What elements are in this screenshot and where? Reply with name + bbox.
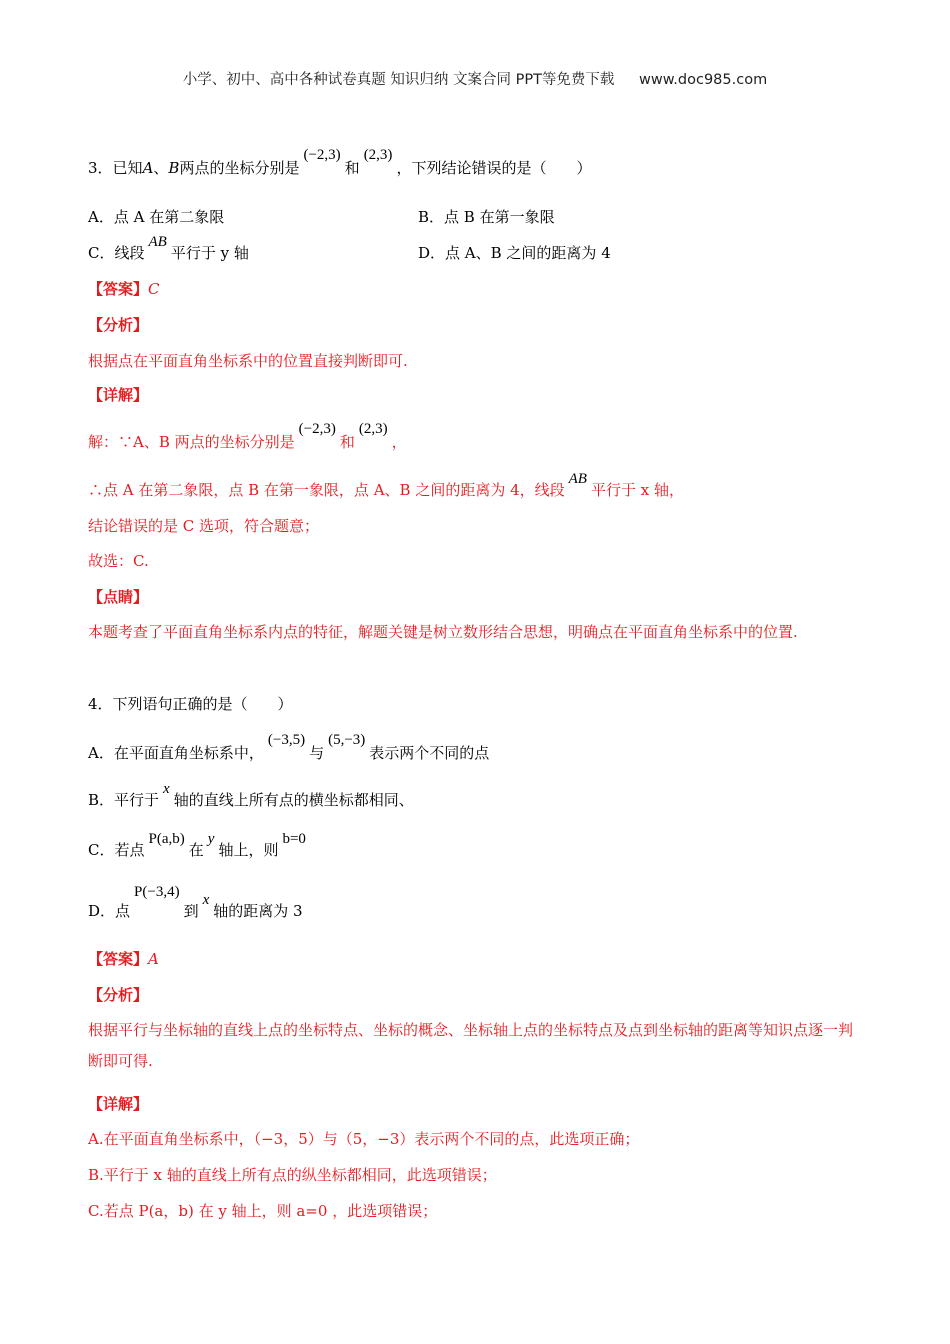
q3-detail-tag: 【详解】 [88,386,149,404]
q3-comment-text: 本题考查了平面直角坐标系内点的特征，解题关键是树立数形结合思想，明确点在平面直角坐标系中的位置. [88,623,798,641]
q3-number: 3． [88,159,113,177]
q3-analysis-tag: 【分析】 [88,316,149,334]
q3-answer: 【答案】C [88,280,160,298]
page-header [0,68,950,89]
q3-analysis-text: 根据点在平面直角坐标系中的位置直接判断即可. [88,352,408,370]
q4-number: 4． [88,695,113,713]
header-text: 小学、初中、高中各种试卷真题 知识归纳 文案合同 PPT等免费下载 [182,72,615,88]
header-url[interactable]: www.doc985.com [639,72,768,88]
q4-analysis-tag: 【分析】 [88,986,149,1004]
q4-option-b: B．平行于x轴的直线上所有点的横坐标都相同、 [88,781,414,809]
q4-detail-c: C.若点 P(a，b) 在 y 轴上，则 a=0 ，此选项错误； [88,1202,438,1220]
q3-coord-a: (−2,3) [303,147,341,163]
q4-detail-a: A.在平面直角坐标系中，（−3，5）与（5，−3）表示两个不同的点，此选项正确； [88,1130,640,1148]
q3-detail-line1: 解：∵A、B 两点的坐标分别是(−2,3)和(2,3)， [88,421,407,451]
q4-stem: 4．下列语句正确的是（ ） [88,695,293,713]
q3-option-c: C．线段AB平行于 y 轴 [88,234,249,262]
q3-detail-line4: 故选：C. [88,552,149,570]
q3-stem: 3．已知A、B两点的坐标分别是(−2,3)和(2,3)，下列结论错误的是（ ） [88,147,592,177]
q3-comment-tag: 【点睛】 [88,588,149,606]
q4-option-d: D．点P(−3,4)到x轴的距离为 3 [88,884,303,920]
q3-option-a: A．点 A 在第二象限 [88,208,225,226]
q4-detail-b: B.平行于 x 轴的直线上所有点的纵坐标都相同，此选项错误； [88,1166,497,1184]
q4-answer: 【答案】A [88,950,159,968]
q3-coord-b: (2,3) [363,147,393,163]
q3-detail-line3: 结论错误的是 C 选项，符合题意； [88,517,320,535]
q4-analysis-text: 根据平行与坐标轴的直线上点的坐标特点、坐标的概念、坐标轴上点的坐标特点及点到坐标轴的距离等知识点逐一判断即可得. [88,1021,854,1070]
q4-detail-tag: 【详解】 [88,1095,149,1113]
q4-option-a: A．在平面直角坐标系中，(−3,5)与(5,−3)表示两个不同的点 [88,732,490,762]
q3-option-d: D．点 A、B 之间的距离为 4 [418,244,611,262]
q3-option-b: B．点 B 在第一象限 [418,208,555,226]
q4-option-c: C．若点P(a,b)在y轴上，则b=0 [88,831,306,859]
q3-detail-line2: ∴点 A 在第二象限，点 B 在第一象限，点 A、B 之间的距离为 4，线段AB平行于 x 轴， [88,471,684,499]
